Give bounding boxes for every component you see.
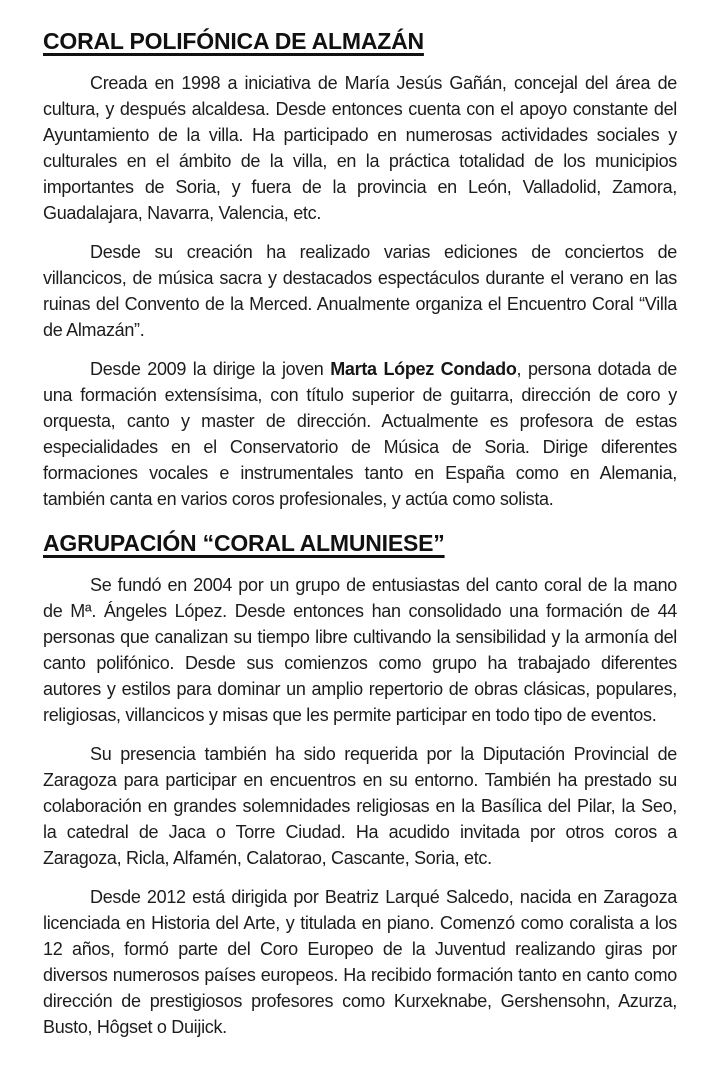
paragraph-historia-coral: Creada en 1998 a iniciativa de María Jesús Gañán, concejal del área de cultura, y después alcaldesa. Desde entonces cuenta con el apoyo constante del Ayuntamiento de la villa. Ha participado en numerosas actividades sociales y culturales en el ámbito de la villa, en la práctica totalidad de los municipios importantes de Soria, y fuera de la provincia en León, Valladolid, Zamora, Guadalajara, Navarra, Valencia, etc. [43, 73, 677, 223]
section-coral-almuniese [43, 528, 677, 1040]
paragraph-directora-marta [43, 356, 677, 512]
paragraph-presencia: Su presencia también ha sido requerida por la Diputación Provincial de Zaragoza para participar en encuentros en su entorno. También ha prestado su colaboración en grandes solemnidades religiosas en la Basílica del Pilar, la Seo, la catedral de Jaca o Torre Ciudad. Ha acudido invitada por otros coros a Zaragoza, Ricla, Alfamén, Calatorao, Cascante, Soria, etc. [43, 744, 677, 868]
director-name-bold: Marta López Condado [330, 359, 517, 379]
section-heading-coral-almuniese: AGRUPACIÓN “CORAL ALMUNIESE” [43, 530, 445, 556]
paragraph-fundacion: Se fundó en 2004 por un grupo de entusiastas del canto coral de la mano de Mª. Ángeles López. Desde entonces han consolidado una formación de 44 personas que canalizan su tiempo libre cultivando la sensibilidad y la armonía del canto polifónico. Desde sus comienzos como grupo ha trabajado diferentes autores y estilos para dominar un amplio repertorio de obras clásicas, populares, religiosas, villancicos y misas que les permite participar en todo tipo de eventos. [43, 575, 677, 725]
paragraph-text-after-name: , persona dotada de una formación extensísima, con título superior de guitarra, dirección de coro y orquesta, canto y master de dirección. Actualmente es profesora de estas especialidades en el Conservatorio de Música de Soria. Dirige diferentes formaciones vocales e instrumentales tanto en España como en Alemania, también canta en varios coros profesionales, y actúa como solista. [43, 359, 678, 509]
paragraph-text-before-name: Desde 2009 la dirige la joven [90, 359, 331, 379]
section-coral-polifonica [43, 26, 677, 512]
section-heading-coral-polifonica: CORAL POLIFÓNICA DE ALMAZÁN [43, 28, 424, 54]
paragraph-conciertos: Desde su creación ha realizado varias ediciones de conciertos de villancicos, de música sacra y destacados espectáculos durante el verano en las ruinas del Convento de la Merced. Anualmente organiza el Encuentro Coral “Villa de Almazán”. [43, 242, 677, 340]
paragraph-directora-beatriz: Desde 2012 está dirigida por Beatriz Larqué Salcedo, nacida en Zaragoza licenciada en Historia del Arte, y titulada en piano. Comenzó como coralista a los 12 años, formó parte del Coro Europeo de la Juventud realizando giras por diversos numerosos países europeos. Ha recibido formación tanto en canto como dirección de prestigiosos profesores como Kurxeknabe, Gershensohn, Azurza, Busto, Hôgset o Duijick. [43, 887, 677, 1037]
